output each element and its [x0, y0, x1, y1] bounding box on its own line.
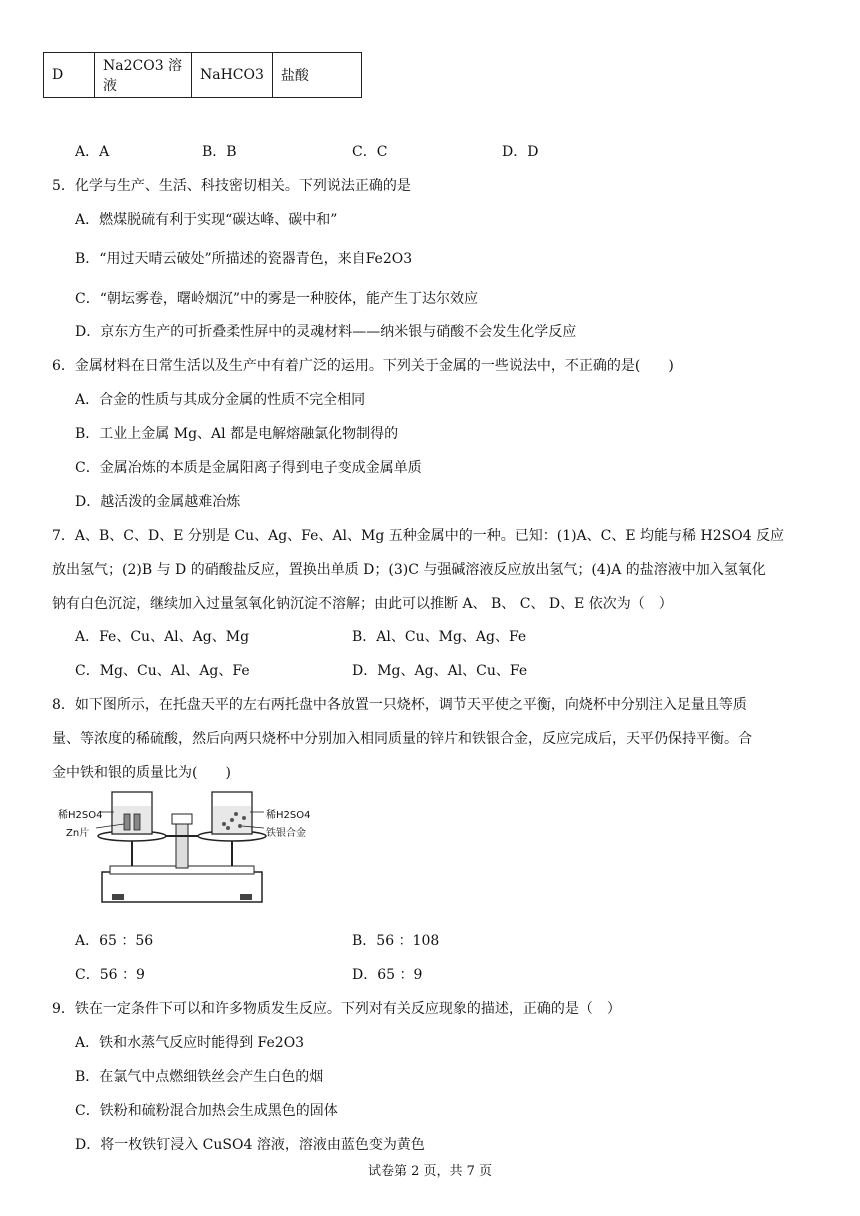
table-cell: Na2CO3 溶液: [95, 53, 192, 98]
q4-option-c[interactable]: C．C: [352, 144, 388, 160]
q7-option-d[interactable]: D．Mg、Ag、Al、Cu、Fe: [352, 663, 528, 679]
q8-stem-line-1: 8．如下图所示，在托盘天平的左右两托盘中各放置一只烧杯，调节天平使之平衡，向烧杯中分别注入足量且等质: [52, 697, 747, 713]
q6-stem: 6．金属材料在日常生活以及生产中有着广泛的运用。下列关于金属的一些说法中，不正确的是( ): [52, 358, 674, 374]
q8-stem-line-3: 金中铁和银的质量比为( ): [52, 765, 231, 781]
q5-option-d[interactable]: D．京东方生产的可折叠柔性屏中的灵魂材料——纳米银与硝酸不会发生化学反应: [75, 324, 577, 340]
balance-figure: [52, 790, 312, 914]
q6-option-b[interactable]: B．工业上金属 Mg、Al 都是电解熔融氯化物制得的: [75, 426, 399, 442]
q9-option-c[interactable]: C．铁粉和硫粉混合加热会生成黑色的固体: [75, 1103, 338, 1119]
q8-option-a[interactable]: A．65 ：56: [75, 933, 154, 949]
q7-option-c[interactable]: C．Mg、Cu、Al、Ag、Fe: [75, 663, 250, 679]
table-cell: D: [44, 53, 95, 98]
q4-option-a[interactable]: A．A: [75, 144, 110, 160]
q8-option-d[interactable]: D．65 ：9: [352, 967, 423, 983]
q5-stem: 5．化学与生产、生活、科技密切相关。下列说法正确的是: [52, 178, 411, 194]
q9-option-d[interactable]: D．将一枚铁钉浸入 CuSO4 溶液，溶液由蓝色变为黄色: [75, 1137, 425, 1153]
q6-option-a[interactable]: A．合金的性质与其成分金属的性质不完全相同: [75, 392, 366, 408]
q9-stem: 9．铁在一定条件下可以和许多物质发生反应。下列对有关反应现象的描述，正确的是（ ）: [52, 1001, 621, 1017]
q7-stem-line-1: 7．A、B、C、D、E 分别是 Cu、Ag、Fe、Al、Mg 五种金属中的一种。已知：(1)A、C、E 均能与稀 H2SO4 反应: [52, 528, 785, 544]
q7-stem-line-2: 放出氢气；(2)B 与 D 的硝酸盐反应，置换出单质 D；(3)C 与强碱溶液反应放出氢气；(4)A 的盐溶液中加入氢氧化: [52, 562, 766, 578]
label-right-acid: 稀H2SO4: [266, 810, 311, 821]
q5-option-a[interactable]: A．燃煤脱硫有利于实现“碳达峰、碳中和”: [75, 212, 338, 228]
label-right-metal: 铁银合金: [266, 828, 306, 839]
q5-option-b[interactable]: B．“用过天晴云破处”所描述的瓷器青色，来自Fe2O3: [75, 251, 413, 267]
q7-option-a[interactable]: A．Fe、Cu、Al、Ag、Mg: [75, 629, 250, 645]
q8-option-b[interactable]: B．56 ：108: [352, 933, 440, 949]
q9-option-a[interactable]: A．铁和水蒸气反应时能得到 Fe2O3: [75, 1035, 305, 1051]
answer-table: [43, 52, 362, 98]
table-row: [44, 53, 362, 98]
label-left-metal: Zn片: [66, 828, 90, 839]
q6-option-d[interactable]: D．越活泼的金属越难冶炼: [75, 494, 241, 510]
q8-option-c[interactable]: C．56 ：9: [75, 967, 145, 983]
page-footer: 试卷第 2 页，共 7 页: [367, 1164, 493, 1179]
q9-option-b[interactable]: B．在氯气中点燃细铁丝会产生白色的烟: [75, 1069, 324, 1085]
q4-option-b[interactable]: B．B: [202, 144, 237, 160]
q5-option-c[interactable]: C．“朝坛雾卷，曙岭烟沉”中的雾是一种胶体，能产生丁达尔效应: [75, 291, 479, 307]
table-cell: 盐酸: [272, 53, 361, 98]
table-cell: NaHCO3: [192, 53, 273, 98]
q6-option-c[interactable]: C．金属冶炼的本质是金属阳离子得到电子变成金属单质: [75, 460, 422, 476]
q7-option-b[interactable]: B．Al、Cu、Mg、Ag、Fe: [352, 629, 527, 645]
q4-option-d[interactable]: D．D: [502, 144, 539, 160]
label-left-acid: 稀H2SO4: [58, 810, 103, 821]
q7-stem-line-3: 钠有白色沉淀，继续加入过量氢氧化钠沉淀不溶解；由此可以推断 A、 B、 C、 D、E 依次为（ ）: [52, 596, 673, 612]
q8-stem-line-2: 量、等浓度的稀硫酸，然后向两只烧杯中分别加入相同质量的锌片和铁银合金，反应完成后，天平仍保持平衡。合: [52, 731, 752, 747]
